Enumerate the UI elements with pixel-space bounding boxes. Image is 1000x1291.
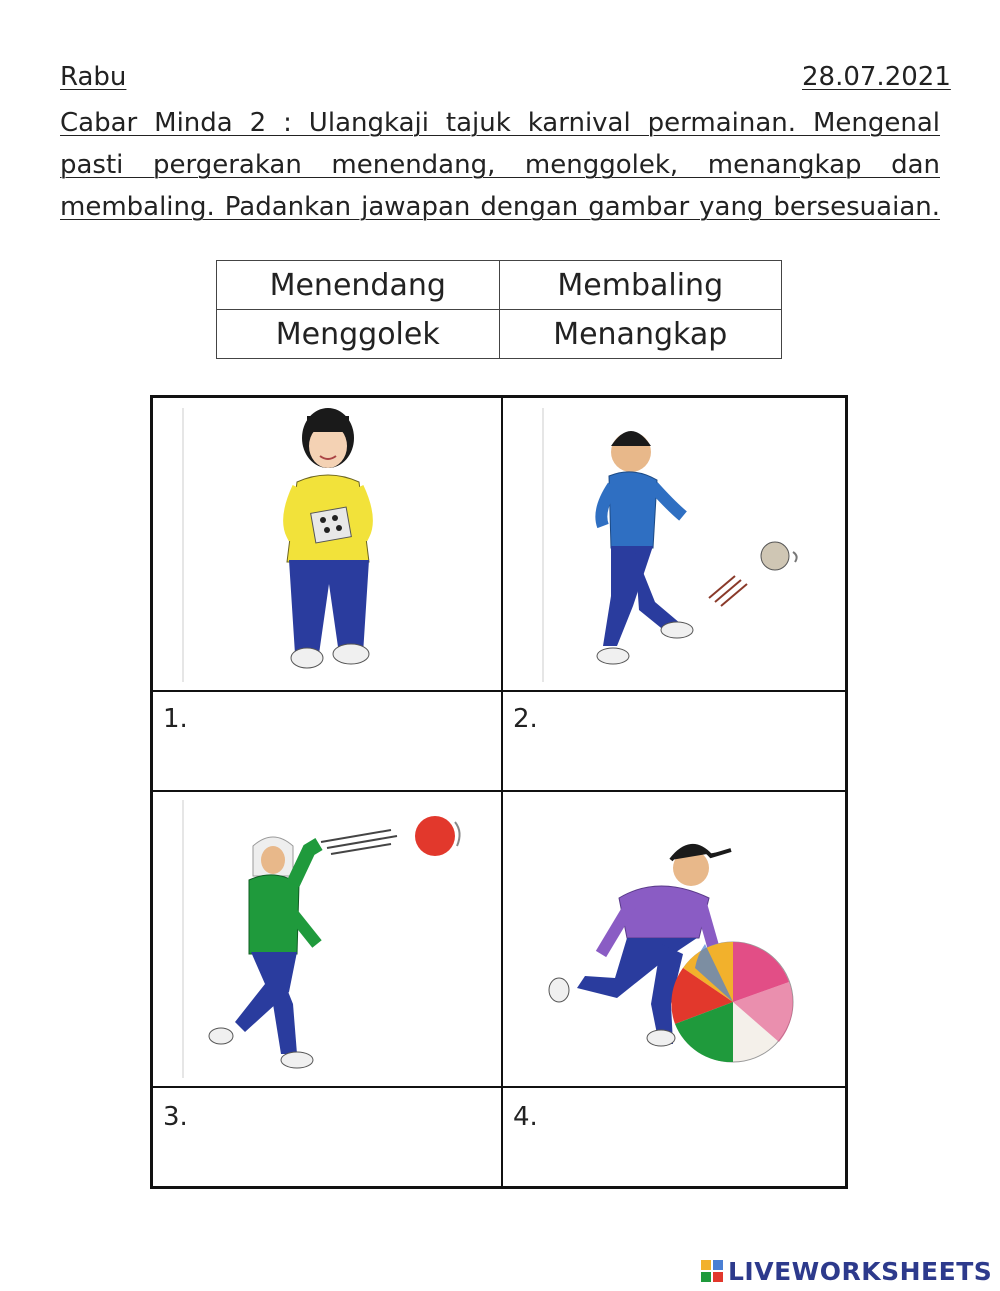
day-label: Rabu — [60, 62, 127, 92]
word-menangkap: Menangkap — [499, 310, 782, 359]
grid-divider — [153, 690, 845, 692]
picture-2-kicking — [531, 402, 831, 688]
word-menendang: Menendang — [217, 261, 500, 310]
word-menggolek: Menggolek — [217, 310, 500, 359]
logo-text: LIVEWORKSHEETS — [728, 1256, 993, 1286]
instruction-text — [60, 102, 940, 228]
picture-grid — [150, 395, 848, 1189]
picture-3-throwing — [181, 794, 481, 1084]
instruction-line: pasti pergerakan menendang, menggolek, menangkap dan — [60, 150, 940, 180]
word-bank-table — [216, 260, 782, 359]
answer-2-label: 2. — [513, 704, 538, 734]
grid-divider — [153, 790, 845, 792]
liveworksheets-logo — [700, 1256, 992, 1286]
answer-3-label: 3. — [163, 1102, 188, 1132]
picture-1-catching — [181, 402, 481, 688]
grid-divider — [501, 398, 503, 1186]
word-membaling: Membaling — [499, 261, 782, 310]
answer-1-label: 1. — [163, 704, 188, 734]
grid-divider — [153, 1086, 845, 1088]
instruction-line: Cabar Minda 2 : Ulangkaji tajuk karnival permainan. Mengenal — [60, 108, 940, 138]
logo-icon — [700, 1259, 724, 1283]
date-label: 28.07.2021 — [802, 62, 951, 92]
instruction-line: membaling. Padankan jawapan dengan gambar yang bersesuaian. — [60, 192, 940, 222]
answer-4-label: 4. — [513, 1102, 538, 1132]
picture-4-rolling — [531, 794, 831, 1084]
